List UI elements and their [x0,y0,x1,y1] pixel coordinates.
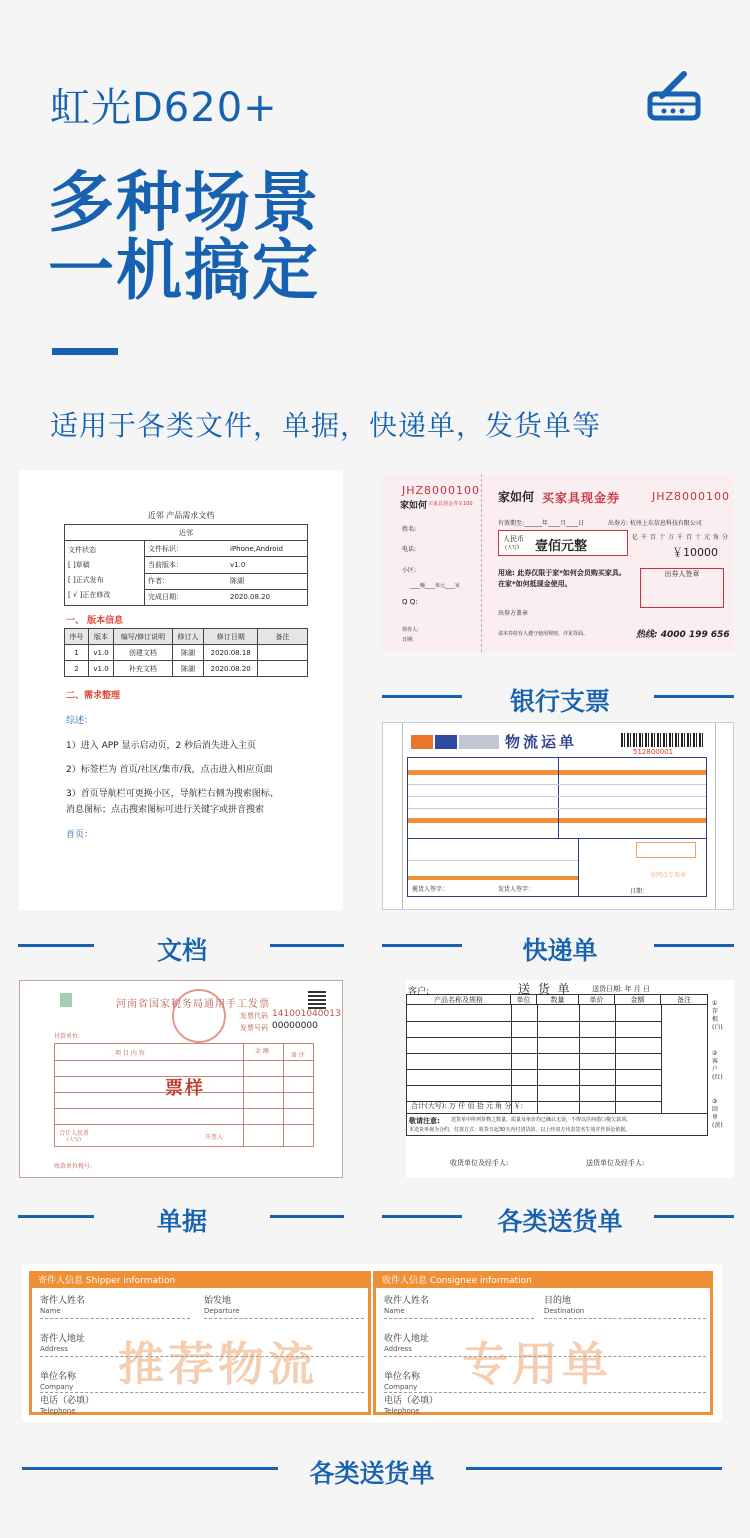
consignee-field [384,1396,438,1416]
delivery-rule [661,1005,662,1113]
caption-bank-check: 银行支票 [509,687,610,716]
doc-title: 近邻 产品需求文档 [147,511,215,520]
consignee-header: 收件人信息 Consignee information [376,1274,710,1288]
waybill-form [407,757,707,897]
bank-check-sample [382,474,734,652]
waybill-logo-blur [459,735,499,749]
field-underline [40,1392,364,1393]
field-label: 始发地 [204,1296,232,1306]
digit-head: 十 [659,534,666,541]
waybill-date: 日期： [630,888,649,895]
delivery-rule [579,1005,580,1113]
consignee-field [384,1334,429,1354]
check-area: 小区: [402,567,417,574]
shipper-field [204,1296,240,1316]
table-cell: 2 [65,661,89,677]
delivery-header: 数量 [537,995,579,1004]
waybill-logo [411,735,433,749]
check-hotline: 热线: 4000 199 656 [636,630,730,640]
doc-version-table [64,628,308,677]
field-label: 电话（必填） [40,1396,95,1406]
receipt-rule [243,1044,244,1146]
doc-meta-key: 当前版本： [148,560,183,569]
digit-head: 百 [650,534,657,541]
waybill-number: 512800001 [633,748,674,756]
waybill-rule [408,838,706,839]
check-use-note: 用途: 此券仅限于家*如何会员购买家具, 在家*如何抵现金使用。 [498,569,622,588]
field-label-en: Telephone [384,1407,420,1415]
digit-head: 千 [677,534,684,541]
consignee-section [373,1271,713,1415]
doc-section-2: 二、需求整理 [66,691,121,701]
field-label: 电话（必填） [384,1396,439,1406]
delivery-sign-left: 收货单位及经手人: [450,1159,509,1167]
divider-line [654,1215,734,1218]
doc-point: 2）标签栏为 首页/社区/集市/我，点击进入相应页面 [66,765,273,775]
waybill-title: 物流运单 [505,733,578,751]
divider-line [18,944,94,947]
doc-point: 3）首页导航栏可更换小区，导航栏右侧为搜索图标、 [66,789,279,799]
doc-version-header: 备注 [258,629,308,645]
doc-status-item: [ ]正式发布 [68,576,104,584]
shipper-section [29,1271,371,1415]
waybill-rule [408,784,706,785]
divider-line [270,944,344,947]
table-cell: 2020.08.18 [204,645,258,661]
delivery-notice: 送货单中所列货物之数量、质量及单价均已确认无误，不得以任何借口拖欠款项。 [451,1117,632,1123]
headline-line-1: 多种场景 [48,164,320,241]
scanner-icon [646,68,702,124]
digit-head: 十 [695,534,702,541]
doc-summary: 综述： [66,716,94,726]
divider-line [382,1215,462,1218]
digit-head: 分 [722,534,729,541]
check-rmb: 人民币 [503,535,524,543]
delivery-note-sample [406,980,734,1178]
waybill-shipper-sign: 发货人签字： [498,886,535,893]
waybill-band [408,876,578,880]
check-seal-box: 出券人签章 [640,568,724,608]
caption-shipping-form: 各类送货单 [309,1459,435,1488]
doc-meta-value: 陈湖 [230,577,244,586]
table-cell: 陈湖 [172,645,204,661]
receipt-payer: 付款单位: [54,1033,81,1040]
delivery-total: 合计(大写): 万 仟 佰 拾 元 角 分 ￥: [411,1102,523,1110]
digit-head: 角 [713,534,720,541]
delivery-rule [615,1005,616,1113]
field-label: 寄件人姓名 [40,1296,86,1306]
receipt-title: 河南省国家税务局通用手工发票 [116,999,270,1010]
field-label: 收件人地址 [384,1334,430,1344]
check-issuer: 出券方: 杭州上东信息科技有限公司 [608,520,702,527]
check-digit-heads [632,532,731,541]
doc-point: 1）进入 APP 显示启动页，2 秒后消失进入主页 [66,741,257,751]
field-underline [204,1318,364,1319]
doc-home: 首页： [66,830,94,840]
headline-underline [52,348,118,355]
receipt-code: 141001040013 [272,1009,341,1019]
check-serial-left: JHZ8000100 [402,484,481,497]
delivery-side-label: ②客户(红) [712,1050,723,1081]
delivery-header: 单位 [511,995,537,1004]
shipper-field [40,1372,76,1392]
waybill-rule [578,838,579,896]
shipper-field [40,1396,94,1416]
doc-table-title: 近邻 [65,525,308,541]
waybill-perforation [383,723,403,910]
delivery-header: 产品名称及规格 [407,995,511,1004]
model-name: 虹光D620+ [50,85,278,131]
doc-meta-key: 作者： [148,577,169,586]
delivery-rule [407,1069,661,1070]
delivery-customer: 客户: [408,987,430,997]
doc-point: 消息图标；点击搜索图标可进行关键字或拼音搜索 [66,805,265,815]
check-building: ____幢____单元____室 [410,583,461,589]
field-label-en: Name [384,1307,405,1315]
doc-status-label: 文件状态 [68,546,96,554]
field-label: 单位名称 [40,1372,77,1382]
field-underline [384,1356,706,1357]
field-label: 寄件人地址 [40,1334,86,1344]
delivery-side-label: ③回单(黄) [712,1098,723,1129]
shipper-field [40,1334,85,1354]
receipt-payee: 收款单位税号: [54,1163,93,1170]
watermark-right: 专用单 [462,1337,612,1391]
delivery-header-row [407,995,707,1005]
divider-line [270,1215,344,1218]
caption-delivery-note: 各类送货单 [497,1207,623,1236]
field-label: 目的地 [544,1296,572,1306]
consignee-field [544,1296,584,1316]
field-label-en: Company [384,1383,418,1391]
digit-head: 千 [641,534,648,541]
delivery-grid [406,994,708,1136]
waybill-band [558,770,706,775]
receipt-total: 合计人民币 [59,1130,90,1137]
delivery-rule [407,1053,661,1054]
waybill-sender-sign: 揽货人签字： [412,886,449,893]
receipt-total-sub: (大写) [67,1137,81,1143]
delivery-side-label: ①存根(白) [712,1000,723,1031]
delivery-date: 送货日期: 年 月 日 [592,985,651,993]
waybill-band [408,770,558,775]
receipt-grid [54,1043,314,1147]
receipt-sample [19,980,343,1178]
doc-meta-key: 文件标识： [148,544,183,553]
receipt-item: 项 目 内 容 [115,1050,145,1057]
seal-icon [172,989,226,1043]
field-label-en: Company [40,1383,74,1391]
field-underline [384,1392,706,1393]
check-stub-sub: 买家具现金券￥100 [428,501,473,507]
watermark-left: 推荐物流 [118,1337,318,1391]
divider-line [382,944,462,947]
check-brand-stub: 家如何 [400,501,428,511]
divider-line [382,695,462,698]
field-label-en: Departure [204,1307,240,1315]
field-underline [40,1356,364,1357]
doc-version-header: 修订人 [172,629,204,645]
check-name: 姓名: [402,526,417,533]
receipt-number: 00000000 [272,1021,318,1031]
check-amount-words: 壹佰元整 [535,539,588,554]
receipt-code-label: 发票代码 [240,1012,268,1020]
waybill-logo [435,735,457,749]
table-cell: 陈湖 [172,661,204,677]
delivery-rule [407,1113,707,1114]
doc-version-header: 编写/修订说明 [114,629,172,645]
field-label-en: Telephone [40,1407,76,1415]
doc-version-header: 修订日期 [204,629,258,645]
waybill-note-box [636,842,696,858]
table-row [65,645,308,661]
check-terms: 请本券持有人遵守使用规则，详见背面。 [498,631,589,637]
receipt-rule [55,1060,313,1061]
consignee-field [384,1296,429,1316]
field-underline [384,1318,534,1319]
divider-line [22,1467,278,1470]
check-title: 买家具现金券 [542,491,621,505]
check-stub-note: 领券人: [402,627,419,633]
digit-head: 百 [686,534,693,541]
digit-head: 万 [668,534,675,541]
delivery-rule [407,1037,661,1038]
receipt-rule [283,1044,284,1146]
field-label-en: Name [40,1307,61,1315]
barcode-icon [621,733,705,747]
delivery-notice-title: 敬请注意: [409,1117,440,1125]
doc-meta-value: v1.0 [230,560,246,569]
check-brand: 家如何 [498,490,535,504]
check-amount-box [498,530,628,556]
field-label: 收件人姓名 [384,1296,430,1306]
waybill-rule [408,860,578,861]
waybill-perforation [715,723,734,910]
table-cell [258,661,308,677]
waybill-sample [382,722,734,910]
check-serial-right: JHZ8000100 [652,490,731,503]
receipt-number-label: 发票号码 [240,1024,268,1032]
check-qq: Q Q: [402,598,418,606]
delivery-rule [407,1085,661,1086]
field-label-en: Address [384,1345,412,1353]
consignee-field [384,1372,420,1392]
delivery-notice: 本送货单视为合约，付款方式：收货日起30天内付清货款，以上经双方代表签名生效并作诉讼依据。 [409,1127,631,1133]
field-label: 单位名称 [384,1372,421,1382]
divider-line [654,695,734,698]
doc-status-item: [ √ ]正在修改 [68,591,111,599]
table-cell: 1 [65,645,89,661]
table-cell: v1.0 [88,661,113,677]
delivery-title: 送 货 单 [518,982,572,996]
delivery-rule [407,1021,661,1022]
doc-section-1: 一、 版本信息 [66,616,124,626]
divider-line [466,1467,722,1470]
delivery-rule [511,1005,512,1113]
shipping-form-sample [22,1264,722,1422]
doc-meta-value: 2020.08.20 [230,593,271,602]
delivery-header: 金额 [615,995,661,1004]
shipper-field [40,1296,85,1316]
check-seal: 出券方盖章 [498,610,529,617]
waybill-stamp: 该网点专用章 [650,872,687,879]
check-amount: ￥10000 [672,546,718,559]
receipt-stamp: 票样 [165,1078,205,1099]
field-label-en: Destination [544,1307,585,1315]
digit-head: 亿 [632,534,639,541]
delivery-header: 单价 [579,995,615,1004]
waybill-rule [408,796,706,797]
field-label-en: Address [40,1345,68,1353]
doc-meta-value: iPhone,Android [230,544,283,553]
doc-meta-key: 完成日期： [148,593,183,602]
table-cell: 2020.08.20 [204,661,258,677]
field-underline [544,1318,706,1319]
waybill-rule [558,758,559,838]
document-sample [19,470,343,910]
doc-meta-table [64,524,308,606]
check-valid: 有效期至:______年____月____日 [498,520,585,527]
receipt-note: 备 注 [291,1052,305,1059]
receipt-issuer: 开票人 [205,1134,224,1141]
subtitle: 适用于各类文件，单据，快递单，发货单等 [50,409,602,442]
caption-document: 文档 [156,936,207,965]
caption-receipt: 单据 [156,1207,207,1236]
table-cell [258,645,308,661]
qr-logo [60,993,72,1007]
waybill-rule [408,808,706,809]
digit-head: 元 [704,534,711,541]
delivery-rule [537,1005,538,1113]
delivery-header: 备注 [677,996,691,1004]
receipt-rule [55,1124,313,1125]
caption-waybill: 快递单 [522,936,598,965]
receipt-rule [55,1108,313,1109]
delivery-sign-right: 送货单位及经手人: [586,1159,645,1167]
headline-line-2: 一机搞定 [48,232,320,309]
receipt-amount: 金 额 [255,1048,269,1055]
shipper-header: 寄件人信息 Shipper information [32,1274,368,1288]
check-rmb-sub: (大写) [505,545,519,551]
table-row [65,661,308,677]
table-cell: 创建文档 [114,645,172,661]
doc-version-header: 版本 [88,629,113,645]
waybill-band [408,818,706,823]
divider-line [18,1215,94,1218]
qr-code-icon [308,991,326,1009]
doc-status-item: [ ]草稿 [68,561,90,569]
doc-version-header: 序号 [65,629,89,645]
field-underline [40,1318,190,1319]
check-stub-note: 日期: [402,637,414,643]
table-cell: 补充文档 [114,661,172,677]
table-cell: v1.0 [88,645,113,661]
check-phone: 电话: [402,546,417,553]
divider-line [654,944,734,947]
